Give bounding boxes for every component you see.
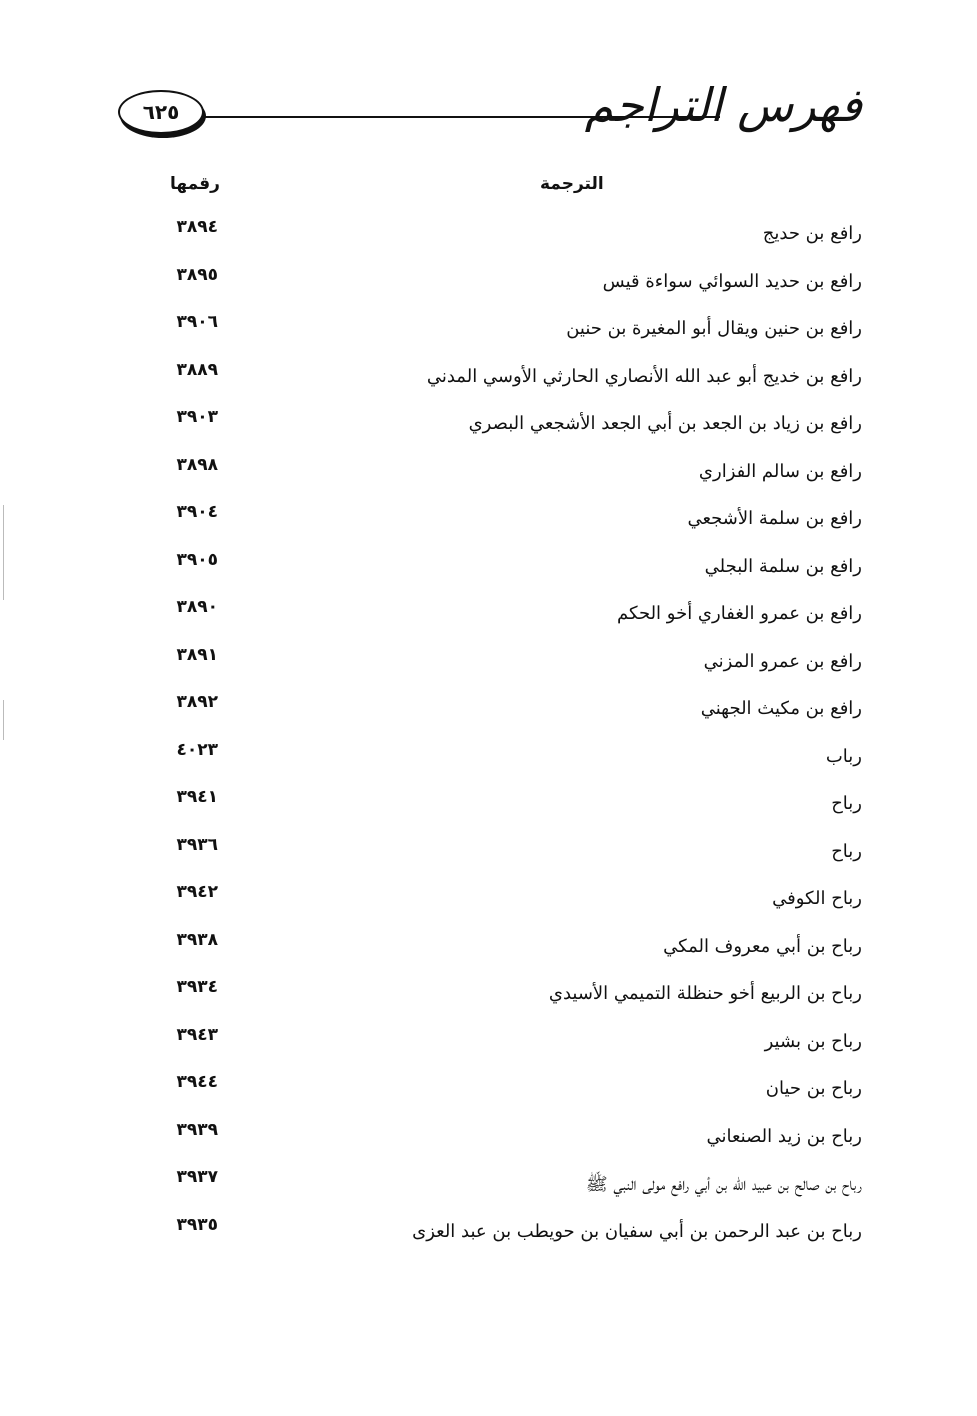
entry-number: ٣٩٠٣ xyxy=(176,407,218,427)
entry-number: ٣٨٩٨ xyxy=(176,454,218,475)
index-row xyxy=(160,926,862,974)
entry-name: رباح بن أبي معروف المكي xyxy=(663,935,862,957)
entry-name: رباح بن صالح بن عبيد الله بن أبي رافع مولى النبي ﷺ xyxy=(585,1174,862,1195)
entry-name: رافع بن خديج أبو عبد الله الأنصاري الحارثي الأوسي المدني xyxy=(426,365,862,387)
entry-number: ٤٠٢٣ xyxy=(176,739,218,760)
entry-name: رافع بن حديج xyxy=(762,223,862,244)
entry-number: ٣٩٣٥ xyxy=(176,1214,218,1235)
entry-number: ٣٩٠٤ xyxy=(176,502,218,522)
index-row xyxy=(160,308,862,356)
entry-name: رافع بن عمرو المزني xyxy=(703,650,862,672)
page-number: ٦٢٥ xyxy=(142,100,180,124)
index-row xyxy=(160,546,862,594)
entry-name: رافع بن حنين ويقال أبو المغيرة بن حنين xyxy=(566,318,862,339)
entry-name: رباح الكوفي xyxy=(772,888,862,909)
entry-number: ٣٩٣٨ xyxy=(176,929,218,950)
entry-name: رباح بن بشير xyxy=(764,1030,862,1052)
entry-number: ٣٩٤١ xyxy=(176,787,218,807)
entry-number: ٣٩٣٩ xyxy=(176,1119,218,1140)
index-row xyxy=(160,498,862,546)
index-row xyxy=(160,403,862,451)
index-row xyxy=(160,878,862,926)
entry-number: ٣٩٠٦ xyxy=(176,312,218,332)
entry-name: رباح بن حيان xyxy=(765,1078,862,1099)
index-table xyxy=(160,213,862,1258)
entry-name: رافع بن سلمة الأشجعي xyxy=(687,508,862,529)
index-row xyxy=(160,451,862,499)
entry-number: ٣٨٩٢ xyxy=(176,692,218,712)
page-title: فهرس التراجم xyxy=(584,78,862,132)
entry-name: رافع بن حديد السوائي سواءة قيس xyxy=(602,270,862,292)
index-row xyxy=(160,831,862,879)
column-header-translation: الترجمة xyxy=(540,174,604,194)
entry-name: رافع بن سالم الفزاري xyxy=(698,460,862,482)
entry-number: ٣٨٩٤ xyxy=(176,217,218,237)
index-row xyxy=(160,641,862,689)
page-number-badge xyxy=(118,90,204,134)
index-row xyxy=(160,1211,862,1259)
page-header xyxy=(110,78,870,168)
index-row xyxy=(160,1163,862,1211)
index-row xyxy=(160,356,862,404)
margin-mark xyxy=(3,700,4,740)
entry-name: رباح بن عبد الرحمن بن أبي سفيان بن حويطب بن عبد العزى xyxy=(412,1220,862,1242)
entry-name: رباح xyxy=(831,793,862,814)
entry-name: رافع بن زياد بن الجعد بن أبي الجعد الأشجعي البصري xyxy=(468,413,862,434)
index-row xyxy=(160,1116,862,1164)
entry-number: ٣٨٨٩ xyxy=(176,359,218,380)
index-row xyxy=(160,213,862,261)
entry-number: ٣٩٣٦ xyxy=(176,834,218,855)
index-row xyxy=(160,688,862,736)
index-row xyxy=(160,261,862,309)
entry-name: رباح بن زيد الصنعاني xyxy=(706,1125,862,1147)
entry-name: رباح xyxy=(831,840,862,862)
entry-name: رافع بن سلمة البجلي xyxy=(704,555,862,577)
entry-number: ٣٨٩٠ xyxy=(176,597,218,617)
entry-name: رباح بن الربيع أخو حنظلة التميمي الأسيدي xyxy=(548,983,862,1004)
entry-number: ٣٩٤٣ xyxy=(176,1024,218,1045)
margin-mark xyxy=(3,505,4,600)
entry-name: رافع بن مكيث الجهني xyxy=(700,698,862,719)
entry-name: رباب xyxy=(825,745,862,767)
column-header-number: رقمها xyxy=(170,174,220,194)
entry-number: ٣٩٣٤ xyxy=(176,977,218,997)
index-row xyxy=(160,1021,862,1069)
entry-number: ٣٨٩٥ xyxy=(176,264,218,285)
index-row xyxy=(160,1068,862,1116)
entry-number: ٣٨٩١ xyxy=(176,644,218,665)
index-row xyxy=(160,736,862,784)
entry-number: ٣٩٤٢ xyxy=(176,882,218,902)
index-row xyxy=(160,593,862,641)
entry-number: ٣٩٤٤ xyxy=(176,1072,218,1092)
index-row xyxy=(160,973,862,1021)
entry-number: ٣٩٣٧ xyxy=(176,1167,218,1187)
entry-name: رافع بن عمرو الغفاري أخو الحكم xyxy=(617,603,862,624)
entry-number: ٣٩٠٥ xyxy=(176,549,218,570)
index-row xyxy=(160,783,862,831)
